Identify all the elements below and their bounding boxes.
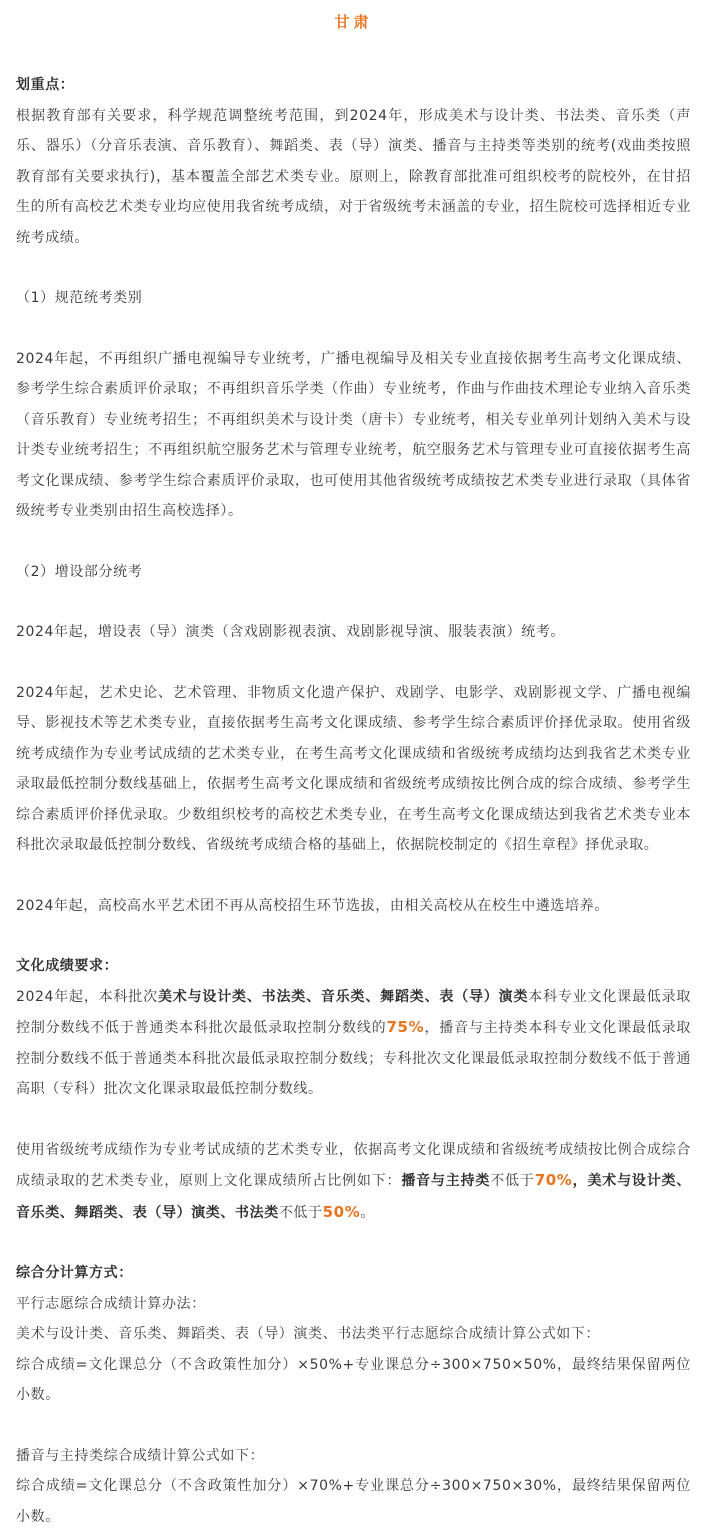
paragraph-overview: 根据教育部有关要求，科学规范调整统考范围，到2024年，形成美术与设计类、书法类、音乐类（声乐、器乐）（分音乐表演、音乐教育）、舞蹈类、表（导）演类、播音与主持类等类别的统考(戏曲类按照教育部有关要求执行)，基本覆盖全部艺术类专业。原则上，除教育部批准可组织校考的院校外，在甘招生的所有高校艺术类专业均应使用我省统考成绩，对于省级统考未涵盖的专业，招生院校可选择相近专业统考成绩。	[16, 107, 691, 246]
bold-categories: 美术与设计类、书法类、音乐类、舞蹈类、表（导）演类	[157, 988, 529, 1005]
paragraph-culture-requirement: 2024年起，本科批次美术与设计类、书法类、音乐类、舞蹈类、表（导）演类本科专业文化课最低录取控制分数线不低于普通类本科批次最低录取控制分数线的75%，播音与主持类本科专业文化课最低录取控制分数线不低于普通类本科批次最低录取控制分数线；专科批次文化课最低录取控制分数线不低于普通高职（专科）批次文化课录取最低控制分数线。	[16, 988, 691, 1097]
paragraph-ratio: 使用省级统考成绩作为专业考试成绩的艺术类专业，依据高考文化课成绩和省级统考成绩按比例合成综合成绩录取的艺术类专业，原则上文化课成绩所占比例如下：播音与主持类不低于70%，美术与设计类、音乐类、舞蹈类、表（导）演类、书法类不低于50%。	[16, 1141, 691, 1221]
highlight-75-percent: 75%	[386, 1018, 425, 1036]
line-formula-art: 综合成绩=文化课总分（不含政策性加分）×50%+专业课总分÷300×750×50%，最终结果保留两位小数。	[16, 1356, 691, 1403]
paragraph-direct-admission: 2024年起，艺术史论、艺术管理、非物质文化遗产保护、戏剧学、电影学、戏剧影视文学、广播电视编导、影视技术等艺术类专业，直接依据考生高考文化课成绩、参考学生综合素质评价择优录取。使用省级统考成绩作为专业考试成绩的艺术类专业，在考生高考文化课成绩和省级统考成绩均达到我省艺术类专业录取最低控制分数线基础上，依据考生高考文化课成绩和省级统考成绩按比例合成的综合成绩、参考学生综合素质评价择优录取。少数组织校考的高校艺术类专业，在考生高考文化课成绩达到我省艺术类专业本科批次录取最低控制分数线、省级统考成绩合格的基础上，依据院校制定的《招生章程》择优录取。	[16, 684, 691, 853]
line-formula-intro-broadcast: 播音与主持类综合成绩计算公式如下：	[16, 1447, 265, 1464]
page-title: 甘肃	[334, 13, 373, 31]
subheading-add-exams: （2）增设部分统考	[16, 563, 143, 580]
line-calc-method: 平行志愿综合成绩计算办法：	[16, 1295, 206, 1312]
line-formula-intro-art: 美术与设计类、音乐类、舞蹈类、表（导）演类、书法类平行志愿综合成绩计算公式如下：	[16, 1326, 600, 1342]
line-formula-broadcast: 综合成绩=文化课总分（不含政策性加分）×70%+专业课总分÷300×750×30%，最终结果保留两位小数。	[16, 1478, 691, 1525]
paragraph-standardize: 2024年起，不再组织广播电视编导专业统考，广播电视编导及相关专业直接依据考生高考文化课成绩、参考学生综合素质评价录取；不再组织音乐学类（作曲）专业统考，作曲与作曲技术理论专业纳入音乐类（音乐教育）专业统考招生；不再组织美术与设计类（唐卡）专业统考，相关专业单列计划纳入美术与设计类专业统考招生；不再组织航空服务艺术与管理专业统考，航空服务艺术与管理专业可直接依据考生高考文化课成绩、参考学生综合素质评价录取，也可使用其他省级统考成绩按艺术类专业进行录取（具体省级统考专业类别由招生高校选择）。	[16, 350, 691, 519]
highlight-70-percent: 70%	[534, 1171, 573, 1189]
section-heading-culture-score: 文化成绩要求：	[16, 958, 119, 974]
highlight-50-percent: 50%	[322, 1202, 361, 1221]
paragraph-art-troupe: 2024年起，高校高水平艺术团不再从高校招生环节选拔，由相关高校从在校生中遴选培养。	[16, 897, 609, 914]
paragraph-add-exams: 2024年起，增设表（导）演类（含戏剧影视表演、戏剧影视导演、服装表演）统考。	[16, 624, 566, 640]
bold-broadcasting: 播音与主持类	[401, 1173, 491, 1189]
section-heading-composite-score: 综合分计算方式：	[16, 1265, 133, 1281]
bold-other-categories: ，美术与设计类、音乐类、舞蹈类、表（导）演类、书法类	[16, 1173, 691, 1221]
subheading-standardize: （1）规范统考类别	[16, 290, 143, 306]
section-heading-highlights: 划重点：	[16, 77, 75, 93]
